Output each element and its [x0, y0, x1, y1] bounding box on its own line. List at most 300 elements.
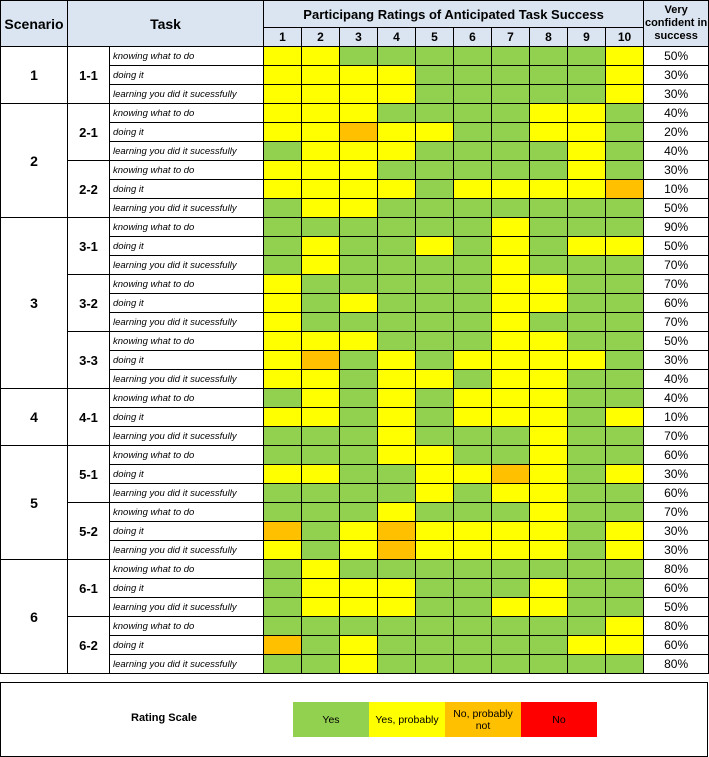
confidence-cell: 60% — [644, 484, 709, 503]
participant-header: 10 — [606, 28, 644, 47]
rating-cell — [302, 104, 340, 123]
rating-cell — [416, 180, 454, 199]
rating-cell — [530, 332, 568, 351]
rating-cell — [568, 123, 606, 142]
participant-header: 6 — [454, 28, 492, 47]
rating-cell — [416, 161, 454, 180]
confidence-cell: 80% — [644, 560, 709, 579]
rating-cell — [378, 541, 416, 560]
rating-cell — [606, 465, 644, 484]
rating-cell — [606, 66, 644, 85]
subtask-label: knowing what to do — [110, 332, 264, 351]
rating-cell — [264, 503, 302, 522]
rating-cell — [302, 66, 340, 85]
subtask-label: doing it — [110, 579, 264, 598]
rating-cell — [530, 85, 568, 104]
rating-cell — [264, 465, 302, 484]
rating-cell — [416, 275, 454, 294]
rating-cell — [492, 636, 530, 655]
confidence-cell: 70% — [644, 313, 709, 332]
table-row — [1, 161, 709, 180]
rating-cell — [302, 351, 340, 370]
rating-cell — [568, 104, 606, 123]
rating-cell — [302, 655, 340, 674]
rating-cell — [606, 237, 644, 256]
participant-header: 5 — [416, 28, 454, 47]
task-cell: 4-1 — [68, 389, 110, 446]
rating-cell — [454, 541, 492, 560]
rating-cell — [302, 85, 340, 104]
rating-cell — [568, 47, 606, 66]
rating-cell — [454, 636, 492, 655]
rating-cell — [340, 427, 378, 446]
rating-cell — [378, 655, 416, 674]
rating-cell — [378, 560, 416, 579]
rating-cell — [530, 370, 568, 389]
rating-cell — [340, 47, 378, 66]
rating-cell — [264, 484, 302, 503]
rating-cell — [530, 351, 568, 370]
rating-cell — [302, 313, 340, 332]
rating-cell — [568, 541, 606, 560]
rating-cell — [530, 636, 568, 655]
rating-cell — [264, 370, 302, 389]
subtask-label: knowing what to do — [110, 275, 264, 294]
rating-cell — [340, 104, 378, 123]
rating-cell — [264, 123, 302, 142]
task-cell: 3-2 — [68, 275, 110, 332]
rating-cell — [378, 522, 416, 541]
rating-cell — [378, 465, 416, 484]
rating-cell — [492, 47, 530, 66]
rating-cell — [568, 427, 606, 446]
rating-cell — [378, 66, 416, 85]
subtask-label: learning you did it sucessfully — [110, 484, 264, 503]
scenario-cell: 5 — [1, 446, 68, 560]
rating-cell — [530, 180, 568, 199]
rating-cell — [606, 218, 644, 237]
table-row — [1, 617, 709, 636]
rating-cell — [340, 218, 378, 237]
rating-cell — [454, 47, 492, 66]
rating-cell — [568, 389, 606, 408]
rating-cell — [302, 636, 340, 655]
rating-cell — [454, 85, 492, 104]
rating-cell — [530, 560, 568, 579]
rating-cell — [340, 142, 378, 161]
rating-cell — [302, 199, 340, 218]
rating-cell — [606, 161, 644, 180]
rating-cell — [454, 617, 492, 636]
rating-cell — [492, 655, 530, 674]
table-row — [1, 560, 709, 579]
participant-header: 1 — [264, 28, 302, 47]
rating-cell — [302, 617, 340, 636]
rating-cell — [454, 256, 492, 275]
rating-cell — [568, 655, 606, 674]
subtask-label: knowing what to do — [110, 560, 264, 579]
rating-cell — [416, 47, 454, 66]
rating-cell — [264, 560, 302, 579]
task-cell: 3-1 — [68, 218, 110, 275]
rating-cell — [264, 522, 302, 541]
subtask-label: knowing what to do — [110, 446, 264, 465]
rating-cell — [340, 313, 378, 332]
rating-cell — [606, 522, 644, 541]
confidence-cell: 60% — [644, 579, 709, 598]
rating-cell — [492, 351, 530, 370]
rating-cell — [416, 66, 454, 85]
rating-cell — [606, 275, 644, 294]
rating-cell — [606, 123, 644, 142]
rating-cell — [454, 275, 492, 294]
confidence-cell: 60% — [644, 636, 709, 655]
rating-cell — [340, 237, 378, 256]
rating-cell — [264, 332, 302, 351]
rating-cell — [492, 598, 530, 617]
rating-cell — [530, 47, 568, 66]
rating-cell — [568, 275, 606, 294]
subtask-label: doing it — [110, 351, 264, 370]
rating-cell — [416, 522, 454, 541]
rating-cell — [606, 351, 644, 370]
rating-cell — [340, 85, 378, 104]
rating-cell — [416, 256, 454, 275]
rating-cell — [302, 484, 340, 503]
rating-cell — [606, 180, 644, 199]
subtask-label: doing it — [110, 408, 264, 427]
subtask-label: doing it — [110, 294, 264, 313]
rating-cell — [378, 389, 416, 408]
rating-cell — [606, 579, 644, 598]
confidence-header: Very confident in success — [644, 1, 709, 47]
participant-header: 3 — [340, 28, 378, 47]
rating-cell — [340, 446, 378, 465]
confidence-cell: 40% — [644, 104, 709, 123]
rating-cell — [302, 123, 340, 142]
rating-cell — [264, 218, 302, 237]
rating-cell — [568, 351, 606, 370]
rating-cell — [530, 598, 568, 617]
rating-cell — [606, 484, 644, 503]
rating-cell — [340, 161, 378, 180]
rating-cell — [454, 598, 492, 617]
confidence-cell: 30% — [644, 465, 709, 484]
rating-cell — [302, 332, 340, 351]
rating-cell — [340, 389, 378, 408]
rating-cell — [492, 218, 530, 237]
rating-cell — [378, 237, 416, 256]
rating-cell — [606, 503, 644, 522]
rating-cell — [568, 617, 606, 636]
rating-cell — [606, 636, 644, 655]
rating-cell — [530, 237, 568, 256]
rating-cell — [302, 408, 340, 427]
rating-cell — [492, 199, 530, 218]
confidence-cell: 50% — [644, 47, 709, 66]
rating-cell — [454, 655, 492, 674]
subtask-label: learning you did it sucessfully — [110, 655, 264, 674]
rating-cell — [264, 636, 302, 655]
rating-cell — [416, 332, 454, 351]
rating-cell — [530, 408, 568, 427]
rating-cell — [454, 351, 492, 370]
task-cell: 1-1 — [68, 47, 110, 104]
rating-cell — [454, 579, 492, 598]
rating-cell — [492, 560, 530, 579]
rating-cell — [568, 180, 606, 199]
rating-cell — [492, 104, 530, 123]
ratings-title: Participang Ratings of Anticipated Task Success — [264, 1, 644, 28]
rating-cell — [416, 199, 454, 218]
subtask-label: knowing what to do — [110, 389, 264, 408]
rating-cell — [264, 408, 302, 427]
rating-cell — [378, 503, 416, 522]
rating-cell — [568, 408, 606, 427]
rating-cell — [264, 294, 302, 313]
rating-cell — [378, 142, 416, 161]
task-cell: 3-3 — [68, 332, 110, 389]
legend-item-yes: Yes — [293, 702, 369, 737]
rating-cell — [454, 123, 492, 142]
rating-cell — [454, 522, 492, 541]
rating-cell — [454, 104, 492, 123]
rating-cell — [606, 104, 644, 123]
rating-cell — [416, 465, 454, 484]
participant-header: 8 — [530, 28, 568, 47]
legend-title: Rating Scale — [131, 712, 198, 724]
confidence-cell: 10% — [644, 408, 709, 427]
rating-cell — [492, 332, 530, 351]
legend-item-noprob: No, probably not — [445, 702, 521, 737]
rating-cell — [492, 142, 530, 161]
rating-cell — [454, 465, 492, 484]
rating-cell — [530, 104, 568, 123]
rating-cell — [606, 408, 644, 427]
rating-cell — [568, 636, 606, 655]
participant-header: 9 — [568, 28, 606, 47]
rating-cell — [378, 579, 416, 598]
rating-cell — [264, 541, 302, 560]
rating-cell — [302, 256, 340, 275]
subtask-label: doing it — [110, 66, 264, 85]
rating-cell — [302, 503, 340, 522]
rating-cell — [302, 560, 340, 579]
rating-cell — [340, 180, 378, 199]
table-row — [1, 275, 709, 294]
rating-cell — [378, 636, 416, 655]
rating-cell — [530, 541, 568, 560]
rating-cell — [378, 256, 416, 275]
rating-cell — [302, 275, 340, 294]
confidence-cell: 20% — [644, 123, 709, 142]
rating-cell — [302, 370, 340, 389]
task-cell: 6-2 — [68, 617, 110, 674]
rating-cell — [340, 617, 378, 636]
rating-cell — [416, 560, 454, 579]
rating-cell — [378, 161, 416, 180]
rating-cell — [454, 503, 492, 522]
rating-cell — [530, 446, 568, 465]
rating-cell — [530, 465, 568, 484]
scenario-header: Scenario — [1, 1, 68, 47]
rating-cell — [340, 408, 378, 427]
rating-cell — [416, 655, 454, 674]
rating-cell — [264, 237, 302, 256]
subtask-label: learning you did it sucessfully — [110, 142, 264, 161]
rating-cell — [378, 123, 416, 142]
rating-cell — [378, 446, 416, 465]
rating-cell — [302, 541, 340, 560]
rating-cell — [302, 142, 340, 161]
rating-cell — [568, 370, 606, 389]
rating-cell — [378, 47, 416, 66]
rating-cell — [568, 503, 606, 522]
rating-cell — [302, 389, 340, 408]
rating-cell — [492, 294, 530, 313]
rating-scale-legend — [0, 682, 708, 757]
rating-cell — [264, 104, 302, 123]
rating-cell — [606, 541, 644, 560]
rating-cell — [340, 579, 378, 598]
rating-cell — [492, 389, 530, 408]
scenario-cell: 2 — [1, 104, 68, 218]
rating-cell — [606, 85, 644, 104]
rating-cell — [606, 427, 644, 446]
rating-cell — [264, 617, 302, 636]
rating-cell — [492, 85, 530, 104]
subtask-label: learning you did it sucessfully — [110, 256, 264, 275]
table-row — [1, 47, 709, 66]
rating-cell — [568, 313, 606, 332]
rating-cell — [492, 370, 530, 389]
rating-cell — [530, 617, 568, 636]
rating-cell — [340, 598, 378, 617]
confidence-cell: 30% — [644, 85, 709, 104]
rating-cell — [568, 522, 606, 541]
confidence-cell: 50% — [644, 598, 709, 617]
subtask-label: learning you did it sucessfully — [110, 598, 264, 617]
rating-cell — [606, 598, 644, 617]
rating-cell — [492, 161, 530, 180]
rating-cell — [416, 636, 454, 655]
rating-cell — [340, 256, 378, 275]
rating-cell — [264, 180, 302, 199]
rating-cell — [492, 237, 530, 256]
subtask-label: knowing what to do — [110, 503, 264, 522]
rating-cell — [568, 294, 606, 313]
participant-header: 7 — [492, 28, 530, 47]
rating-cell — [416, 313, 454, 332]
rating-cell — [492, 522, 530, 541]
rating-cell — [454, 389, 492, 408]
legend-item-no: No — [521, 702, 597, 737]
rating-cell — [264, 47, 302, 66]
confidence-cell: 30% — [644, 351, 709, 370]
rating-cell — [530, 503, 568, 522]
rating-cell — [264, 351, 302, 370]
confidence-cell: 80% — [644, 617, 709, 636]
table-row — [1, 389, 709, 408]
subtask-label: doing it — [110, 636, 264, 655]
rating-cell — [416, 85, 454, 104]
rating-cell — [378, 408, 416, 427]
rating-cell — [568, 199, 606, 218]
confidence-cell: 30% — [644, 522, 709, 541]
rating-cell — [454, 237, 492, 256]
rating-cell — [492, 66, 530, 85]
rating-cell — [530, 218, 568, 237]
rating-cell — [530, 484, 568, 503]
rating-cell — [416, 370, 454, 389]
rating-cell — [530, 161, 568, 180]
rating-cell — [340, 503, 378, 522]
rating-cell — [568, 161, 606, 180]
rating-cell — [378, 427, 416, 446]
rating-cell — [454, 446, 492, 465]
rating-cell — [492, 541, 530, 560]
rating-cell — [454, 66, 492, 85]
rating-cell — [530, 142, 568, 161]
rating-cell — [302, 598, 340, 617]
rating-cell — [454, 408, 492, 427]
rating-cell — [416, 351, 454, 370]
rating-cell — [530, 123, 568, 142]
subtask-label: doing it — [110, 237, 264, 256]
confidence-cell: 90% — [644, 218, 709, 237]
rating-cell — [264, 256, 302, 275]
confidence-cell: 70% — [644, 256, 709, 275]
confidence-cell: 50% — [644, 237, 709, 256]
rating-cell — [264, 161, 302, 180]
subtask-label: doing it — [110, 180, 264, 199]
rating-cell — [340, 275, 378, 294]
participant-header: 2 — [302, 28, 340, 47]
rating-cell — [606, 199, 644, 218]
rating-cell — [568, 237, 606, 256]
rating-cell — [530, 66, 568, 85]
rating-cell — [302, 180, 340, 199]
rating-cell — [416, 579, 454, 598]
rating-cell — [416, 123, 454, 142]
confidence-cell: 80% — [644, 655, 709, 674]
rating-cell — [340, 370, 378, 389]
rating-cell — [454, 142, 492, 161]
rating-cell — [302, 522, 340, 541]
rating-cell — [606, 313, 644, 332]
rating-cell — [302, 465, 340, 484]
rating-cell — [378, 275, 416, 294]
rating-cell — [530, 294, 568, 313]
rating-cell — [568, 66, 606, 85]
table-row — [1, 104, 709, 123]
rating-cell — [606, 389, 644, 408]
subtask-label: learning you did it sucessfully — [110, 85, 264, 104]
rating-cell — [416, 598, 454, 617]
rating-cell — [264, 427, 302, 446]
rating-cell — [340, 199, 378, 218]
rating-cell — [302, 161, 340, 180]
rating-cell — [378, 351, 416, 370]
rating-cell — [302, 47, 340, 66]
subtask-label: learning you did it sucessfully — [110, 541, 264, 560]
rating-cell — [340, 332, 378, 351]
subtask-label: doing it — [110, 522, 264, 541]
rating-cell — [416, 294, 454, 313]
rating-cell — [264, 66, 302, 85]
rating-cell — [492, 275, 530, 294]
rating-cell — [302, 218, 340, 237]
